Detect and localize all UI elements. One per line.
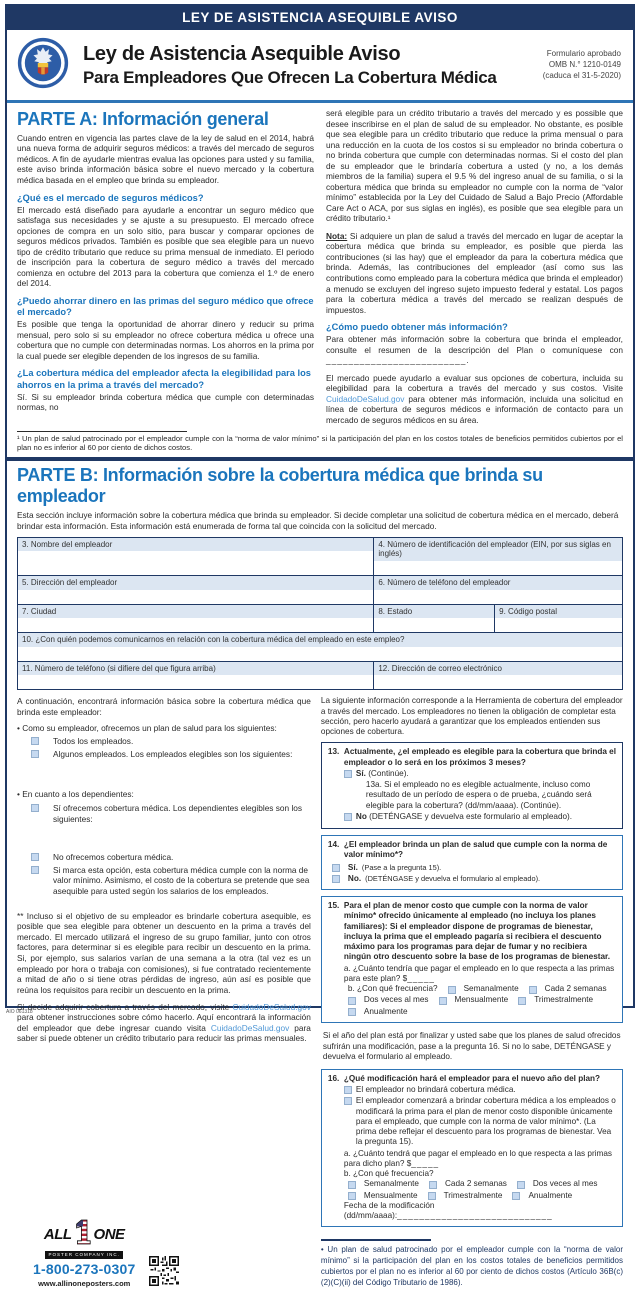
visit-text-3: para saber si puede obtener un crédito tributario para reducir las primas mensuales. [17,1022,311,1044]
cuidadodesalud-link[interactable]: CuidadoDeSalud.gov [210,1022,290,1033]
q16-text: ¿Qué modificación hará el empleador para el nuevo año del plan? [343,1073,601,1083]
double-star-note: ** Incluso si el objetivo de su empleador es brindarle cobertura asequible, es posible que sea elegible para obtener un descuento en la prima a través del mercado. El mercado utilizará el ingreso de su grupo familiar, junto con otros factores, para determinar si es elegible para recibir un descuento en la prima. Si, por ejemplo, sus salarios varían de una semana a la otra (tal vez es un empleado por hora o trabaja con comisiones), si fue contratado recientemente a mitad de año o si tiene otras pérdidas de ingreso, aún así es posible que reúna los requisitos para recibir un descuento en la prima. [17,910,311,995]
q15-b-text: b. ¿Con qué frecuencia? [347,984,438,994]
option-all-employees [31,736,311,747]
part-a-footnote [17,431,623,454]
part-b-left-column [17,696,311,1288]
checkbox-some-employees[interactable] [31,750,39,758]
question-15-box [321,896,623,1023]
q16-number: 16. [327,1073,340,1083]
q16-date-line [344,1201,616,1222]
part-a-paragraph-4: Sí. Si su empleador brinda cobertura médica que cumple con determinadas normas, no [17,391,314,413]
q13-number: 13. [327,747,340,757]
checkbox-all-employees[interactable] [31,737,39,745]
part-a-paragraph-3: Es posible que tenga la oportunidad de ahorrar dinero y reducir su prima mensual, pero solo si su empleador no ofrece cobertura médica u ofrece una cobertura que no cumple con determinadas normas. Los ahorros en la prima por la cual puede ser elegible dependen de los ingresos de su familia. [17,319,314,361]
top-title-bar [7,6,633,30]
q15-text: Para el plan de menor costo que cumple con la norma de valor mínimo* ofrecido únicamente al empleado (no incluya los planes familiares): Si el empleador dispone de programas de bienestar, incluya la prima que el empleado pagaría si recibiera el descuento máximo para los programas para dejar de fumar y no recibiera ningún otro descuento sobre la base de los programas de bienestar. [343,901,611,962]
freq-option [348,1007,408,1017]
option-no-coverage [31,852,311,863]
dol-seal-icon [17,37,69,94]
q15-a-text: a. ¿Cuánto tendría que pagar el empleado en lo que respecta a las primas para este plan? $ [343,963,615,983]
freq-option [517,1179,598,1189]
visit-text-2: para obtener instrucciones sobre cómo hacerlo. Aquí encontrará la información del empleador que debe ingresar cuando visita [17,1012,311,1033]
q13-yes-label: Sí. [355,768,366,778]
checkbox-q14-no[interactable] [332,875,340,883]
tool-intro: La siguiente información corresponde a la Herramienta de cobertura del empleador a través del mercado. Los empleadores no tienen la obligación de completar esta sección, pero hacerlo ayudará a garantizar que los empleados entienden sus opciones de cobertura. [320,696,623,737]
q13a-text: 13a. Si el empleado no es elegible actualmente, incluso como resultado de un período de espera o de prueba, ¿cuándo será elegible para la cobertura? (dd/mm/aaaa). (Continúe). [365,780,592,810]
checkbox-yearly[interactable] [348,1008,356,1016]
freq-label: Cada 2 semanas [444,1179,507,1189]
contact-blank-line[interactable]: _________________________ [326,355,467,366]
table-row [18,662,622,690]
cuidadodesalud-link[interactable]: CuidadoDeSalud.gov [232,1001,311,1012]
print-code: AIO 061318 [6,1009,33,1015]
q16-a-text: a. ¿Cuánto tendrá que pagar el empleado en lo que respecta a las primas para dicho plan? $ [343,1148,612,1168]
question-13-box [321,742,623,829]
q14-yes-label: Sí. [347,862,358,872]
freq-option [348,995,429,1005]
alt-phone-input[interactable] [18,675,373,689]
part-a-paragraph-5: será elegible para un crédito tributario a través del mercado y es possible que desee inscribirse en el plan de salud de su empleador. No obstante, es posible que sea elegible para un crédito tributario que reduce la prima mensual o para una reducción en la cuota de los costos si su empleador no brinda cobertura o no brinda cobertura que cumple con determinadas normas. Si el costo del plan de su empleador que le brindaría cobertura a usted (y no, a los demás miembros de la familia) supera el 9.5 % del ingreso anual de su familia, o si la cobertura médica que brinda su empleador no cumple con la norma de “valor mínimo” establecida por la Ley del Cuidado de Salud a Bajo Precio (Affordable Care Act o ACA, por sus siglas en inglés), es posible que sea elegible para un crédito tributario.¹ [326,108,623,224]
part-a-question-1: ¿Qué es el mercado de seguros médicos? [17,192,204,203]
field-label-alt-phone: 11. Número de teléfono (si difiere del que figura arriba) [18,662,373,676]
q13-yes-rest: (Continúe). [365,768,409,778]
table-row [18,538,622,576]
visit-marketplace-note [17,1002,311,1044]
checkbox-weekly[interactable] [448,986,456,994]
q14-option-no [332,874,540,884]
checkbox-biweekly[interactable] [529,986,537,994]
checkbox-twice-monthly[interactable] [348,997,356,1005]
field-label-employer-phone: 6. Número de teléfono del empleador [374,576,622,590]
part-a-question-2: ¿Puedo ahorrar dinero en las primas del seguro médico que ofrece el mercado? [17,295,314,318]
option-all-employees-label: Todos los empleados. [53,736,134,747]
checkbox-weekly[interactable] [348,1181,356,1189]
plan-year-note: Si el año del plan está por finalizar y usted sabe que los planes de salud ofrecidos sufrirán una modificación, pase a la pregunta 16. Si no lo sabe, DETÉNGASE y devuelva el formulario al empleado. [322,1030,621,1062]
q14-yes-rest: (Pase a la pregunta 15). [361,863,442,873]
part-b-title: PARTE B: Información sobre la cobertura médica que brinda su empleador [17,465,543,507]
option-dependents-yes-label: Sí ofrecemos cobertura médica. Los dependientes elegibles son los siguientes: [53,803,303,824]
q15-a-line [344,964,616,985]
freq-option [439,995,509,1005]
footnote-text: ¹ Un plan de salud patrocinado por el empleador cumple con la “norma de valor mínimo” si la participación del plan en los costos totales de beneficios permitidos cubiertos por el plan no es inferior al 60 por ciento de dichos costos. [17,433,623,453]
checkbox-q13-no[interactable] [344,813,352,821]
field-label-email: 12. Dirección de correo electrónico [374,662,622,676]
freq-option [348,1179,419,1189]
employer-info-table [17,537,623,691]
part-a-paragraph-1: Cuando entren en vigencia las partes clave de la ley de salud en el 2014, habrá una nueva forma de adquirir seguros médicos: a través del mercado de seguros médicos. A fin de ayudarle mientras evalua las opciones para usted y su familia, este aviso brinda información básica sobre el nuevo mercado y la cobertura médica basada en el empleo que brinda su empleador. [17,132,314,185]
part-a-title: PARTE A: Información general [17,109,269,129]
publisher-logo-block [17,1219,311,1288]
checkbox-quarterly[interactable] [518,997,526,1005]
freq-option [428,1191,503,1201]
poster-subtitle: Para Empleadores Que Ofrecen La Cobertura Médica [83,68,497,88]
omb-line2: OMB N.° 1210-0149 [548,60,621,70]
contact-period: . [466,355,469,366]
freq-option [529,984,607,994]
option-no-coverage-label: No ofrecemos cobertura médica. [53,852,174,863]
q16-frequency [348,1179,616,1201]
q16-option-1 [344,1085,616,1095]
qr-code [149,1256,179,1289]
q15-amount-blank[interactable]: _____ [407,973,435,983]
website-url[interactable]: www.allinoneposters.com [38,1278,131,1288]
freq-option [429,1179,507,1189]
freq-label: Dos veces al mes [532,1179,598,1189]
q13-text: Actualmente, ¿el empleado es elegible para la cobertura que brinda el empleador o lo será en los próximos 3 meses? [343,747,616,767]
employer-name-input[interactable] [18,551,373,565]
write-in-space[interactable] [17,760,311,786]
q13-option-yes [344,769,616,779]
part-b-right-column [321,696,623,1288]
part-a-left-column [17,108,314,426]
q13-no-rest: (DETÉNGASE y devuelva este formulario al empleado). [366,811,573,821]
freq-label: Anualmente [528,1190,573,1200]
freq-option [512,1191,572,1201]
contact-input[interactable] [18,647,622,661]
q14-no-rest: (DETÉNGASE y devuelva el formulario al empleado). [365,874,541,884]
part-b-footnote [321,1239,623,1288]
option-some-employees [31,749,311,760]
nota-label: Nota: [326,230,348,241]
question-14-box [321,835,623,890]
field-label-state: 8. Estado [374,605,494,619]
q14-no-label: No. [347,873,362,883]
city-input[interactable] [18,618,373,632]
part-a-right-column [326,108,623,426]
checkbox-monthly[interactable] [439,997,447,1005]
table-row [18,633,622,662]
zip-input[interactable] [495,618,622,632]
checkbox-q16-no-coverage[interactable] [344,1086,352,1094]
phone-number: 1-800-273-0307 [33,1261,136,1277]
checkbox-no-coverage[interactable] [31,853,39,861]
q15-frequency [348,984,616,1017]
flag-one-icon [75,1219,91,1250]
field-label-employer-name: 3. Nombre del empleador [18,538,373,552]
freq-label: Semanalmente [363,1179,419,1189]
checkbox-quarterly[interactable] [428,1192,436,1200]
freq-label: Mensualmente [363,1190,418,1200]
logo-word-one: ONE [93,1226,125,1244]
freq-label: Trimestralmente [534,995,594,1005]
freq-option [448,984,519,994]
checkbox-q16-will-offer[interactable] [344,1097,352,1105]
freq-label: Dos veces al mes [363,995,429,1005]
field-label-contact: 10. ¿Con quién podemos comunicarnos en relación con la cobertura médica del empleado en este empleo? [18,633,622,647]
option-dependents-yes [31,803,311,824]
q14-number: 14. [327,840,340,850]
part-a-paragraph-6 [326,334,623,366]
table-row [18,605,622,634]
omb-line3: (caduca el 31-5-2020) [542,70,621,80]
field-label-ein: 4. Número de identificación del empleador (EIN, por sus siglas en inglés) [374,538,622,561]
freq-option [518,995,593,1005]
part-a-paragraph-7 [326,373,623,426]
email-input[interactable] [374,675,622,689]
logo-word-all: ALL [43,1226,72,1244]
checkbox-biweekly[interactable] [429,1181,437,1189]
option-minimum-value [31,865,311,897]
part-a-question-4: ¿Cómo puedo obtener más información? [326,322,508,333]
omb-approval [543,49,623,81]
part-b-intro: Esta sección incluye información sobre la cobertura médica que brinda su empleador. Si decide completar una solicitud de cobertura médica en el mercado, deberá brindar esta información. Esta información está enumerada de forma tal que coincida con la solicitud del mercado. [17,510,619,531]
ein-input[interactable] [374,561,622,575]
top-bar-title: LEY DE ASISTENCIA ASEQUIBLE AVISO [182,10,458,25]
q16-date-blank[interactable]: ____________________________ [397,1211,553,1221]
q16-date-text: Fecha de la modificación (dd/mm/aaaa): [343,1200,435,1221]
minimum-value-footnote: • Un plan de salud patrocinado por el empleador cumple con la “norma de valor mínimo” si la participación del plan en los costos totales de beneficios permitidos cubiertos por el plan no es inferior al 60 por ciento de dichos costos (Artículo 36B(c)(2)(C)(ii) del Código Tributario de 1986). [320,1245,623,1287]
option-some-employees-label: Algunos empleados. Los empleados elegibles son los siguientes: [53,748,293,759]
part-b-section [7,459,633,1296]
part-a-paragraph-2: El mercado está diseñado para ayudarle a encontrar un seguro médico que satisfaga sus necesidades y se ajuste a su presupuesto. El mercado ofrece opciones de compra en un solo sitio, para buscar y comparar opciones de seguros médicos privados. También es posible que sea elegible para un nuevo tipo de crédito tributario que reduce su prima mensual de inmediato. El periodo de inscripción para la cobertura de seguro médico a través del mercado comienza en octubre del 2013 para la cobertura que comienza el 1.º de enero del 2014. [17,204,314,289]
state-input[interactable] [374,618,494,632]
q16-amount-blank[interactable]: _____ [411,1158,440,1168]
field-label-city: 7. Ciudad [18,605,373,619]
poster-title: Ley de Asistencia Asequible Aviso [83,43,401,66]
freq-label: Mensualmente [454,995,509,1005]
checkbox-minimum-value[interactable] [31,866,39,874]
freq-label: Semanalmente [463,984,519,994]
bullet-dependents: • En cuanto a los dependientes: [17,789,134,800]
write-in-space[interactable] [17,825,311,851]
option-minimum-value-label: Si marca esta opción, esta cobertura médica cumple con la norma de valor mínimo. Asimismo, el costo de la cobertura se pretende que sea asequible para usted según los salarios de los empleados. [53,864,310,897]
visit-text-1: Si decide adquirir cobertura a través del mercado, visite [17,1001,233,1012]
q14-option-yes [332,863,441,873]
cuidadodesalud-link[interactable]: CuidadoDeSalud.gov [326,393,405,404]
freq-label: Cada 2 semanas [544,984,607,994]
q16-option-1-label: El empleador no brindará cobertura médica. [355,1085,516,1095]
q16-option-2-label: El empleador comenzará a brindar cobertura médica a los empleados o modificará la prima para el plan de menor costo disponible únicamente para el empleado, que cumple con la norma de valor mínimo*. (La prima debe reflejar el descuento para los programas de bienestar. Vea la pregunta 15). [355,1096,616,1147]
checkbox-q13-yes[interactable] [344,770,352,778]
logo-subtitle: POSTER COMPANY INC. [45,1251,123,1259]
q13-option-no [344,812,616,822]
nota-text: Si adquiere un plan de salud a través del mercado en lugar de aceptar la cobertura médica que brinda su empleador, es posible que pierda las contribuciones (si las hay) que el empleador da para la cobertura médica que brinda. Además, las contribuciones del empleador (así como sus las contributions como empleado para la cobertura médica que brinda el empleador) a menudo se excluyen del ingreso sujeto impuesto federal y estatal. Los pagos para la cobertura médica a través del mercado se realizan después de impuestos. [326,230,624,315]
marketplace-text-2: para obtener más información, incluida una solicitud en línea de cobertura de seguros médicos e información de contacto para un mercado de seguros médicos en su área. [326,393,623,425]
coverage-basic-intro: A continuación, encontrará información básica sobre la cobertura médica que brinda este empleador: [17,696,311,717]
q16-a-line [344,1149,616,1170]
checkbox-yearly[interactable] [512,1192,520,1200]
q16-b-line: b. ¿Con qué frecuencia? [343,1169,434,1179]
checkbox-twice-monthly[interactable] [517,1181,525,1189]
header [7,30,633,103]
bullet-employer-plan: • Como su empleador, ofrecemos un plan de salud para los siguientes: [17,722,277,733]
table-row [18,576,622,605]
marketplace-text: El mercado puede ayudarlo a evaluar sus opciones de cobertura, incluida su elegibilidad para la cobertura a través del mercado y sus costos. Visite [326,372,623,394]
q14-text: ¿El empleador brinda un plan de salud que cumple con la norma de valor mínimo*? [343,840,608,860]
q15-number: 15. [327,901,340,911]
omb-line1: Formulario aprobado [546,49,621,59]
employer-phone-input[interactable] [374,590,622,604]
field-label-zip: 9. Código postal [495,605,622,619]
checkbox-monthly[interactable] [348,1192,356,1200]
contact-text: Para obtener más información sobre la cobertura que brinda el empleador, consulte el resumen de la descripción del Plan o comuníquese con [326,334,623,355]
field-label-employer-address: 5. Dirección del empleador [18,576,373,590]
footnote-separator [17,431,187,432]
part-a-section [7,103,633,459]
freq-option [348,1191,418,1201]
part-a-question-3: ¿La cobertura médica del empleador afecta la elegibilidad para los ahorros en la prima a través del mercado? [17,368,311,390]
employer-address-input[interactable] [18,590,373,604]
q16-option-2 [344,1096,616,1147]
all-in-one-logo [33,1219,135,1288]
footnote-separator [321,1239,431,1241]
freq-label: Trimestralmente [443,1190,503,1200]
checkbox-q14-yes[interactable] [332,864,340,872]
header-titles [83,42,543,88]
q13-no-label: No [355,811,367,821]
part-a-nota [326,231,623,315]
freq-label: Anualmente [363,1006,408,1016]
checkbox-dependents-yes[interactable] [31,804,39,812]
question-16-box [321,1069,623,1228]
